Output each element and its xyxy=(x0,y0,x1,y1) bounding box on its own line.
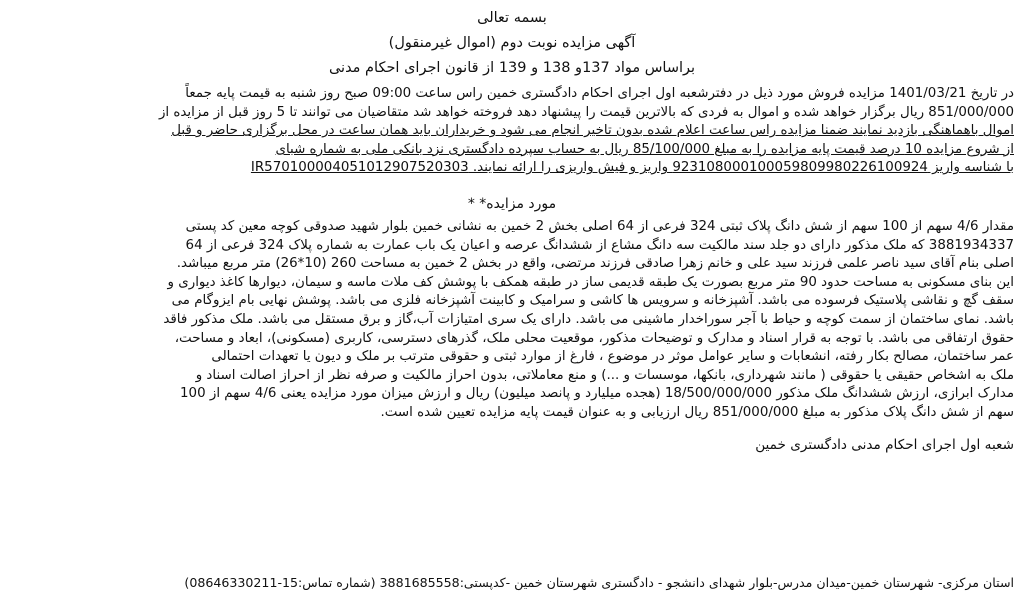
intro-line: از شروع مزایده 10 درصد قیمت پایه مزایده را به مبلغ 85/100/000 ریال به حساب سپرده دادگستری نزد بانکی ملی به شماره شبای xyxy=(275,141,1014,157)
description-line: باشد. نمای ساختمان از سمت کوچه و حیاط با آجر سوراخدار ماشینی می باشد. دارای یک سری امتیازات آب،گاز و برق مستقل می باشد. ملک مذکور فاقد xyxy=(163,311,1014,327)
description-line: این بنای مسکونی به مساحت حدود 90 متر مربع بصورت یک طبقه قدیمی ساز در طبقه همکف با پوشش کف ملات ماسه و سیمان، دیوارها کاغذ دیواری و xyxy=(167,274,1014,290)
auction-item-heading: مورد مزایده* * xyxy=(467,195,557,212)
property-description-paragraph xyxy=(10,218,1014,423)
legal-basis-subtitle: براساس مواد 137و 138 و 139 از قانون اجرای احکام مدنی xyxy=(328,60,696,76)
description-line: مقدار 4/6 سهم از 100 سهم از شش دانگ پلاک ثبتی 324 فرعی از 64 اصلی بخش 2 خمین به نشانی خمین بلوار شهید صدوقی کوچه معین کد پستی xyxy=(185,218,1014,234)
contact-footer: استان مرکزی- شهرستان خمین-میدان مدرس-بلوار شهدای دانشجو - دادگستری شهرستان خمین -کدپستی:3881685558 (شماره تماس:15-08646330211) xyxy=(184,575,1014,590)
description-line: عمر ساختمان، مصالح بکار رفته، انشعابات و سایر عوامل موثر در موضوع ، فارغ از موارد ثبتی و حقوقی مترتب بر ملک و دیون یا تعهدات احتمالی xyxy=(211,349,1014,365)
intro-line: اموال باهماهنگی بازدید نمایند ضمنا مزایده راس ساعت اعلام شده بدون تاخیر انجام می شود و خریداران باید همان ساعت در محل برگزاری حاضر و قبل xyxy=(171,123,1014,139)
description-line: اصلی بنام آقای سید ناصر علمی فرزند سید علی و خانم زهرا صادقی فرزند مرتضی، واقع در بخش 2 خمین به مساحت 260 (10*26) متر مربع میباشد. xyxy=(176,256,1014,272)
document-header xyxy=(10,6,1014,81)
auction-terms-paragraph xyxy=(10,85,1014,178)
description-line: ملک به اشخاص حقیقی یا حقوقی ( مانند شهرداری، بانکها، موسسات و ...) و منع معاملاتی، بدون احراز مالکیت و صرفه نظر از احراز اصالت اسناد و xyxy=(195,367,1014,383)
intro-line: در تاریخ 1401/03/21 مزایده فروش مورد ذیل در دفترشعبه اول اجرای احکام دادگستری خمین راس ساعت 09:00 صبح روز شنبه به قیمت پایه جمعاً xyxy=(185,86,1014,101)
intro-line: 851/000/000 ریال برگزار خواهد شده و اموال به فردی که بالاترین قیمت را پیشنهاد دهد فروخته خواهد شد متقاضیان می توانند تا 5 روز قبل از مزایده از xyxy=(158,104,1014,120)
bismillah-line: بسمه تعالی xyxy=(477,10,547,26)
description-line: سهم از شش دانگ پلاک مذکور به مبلغ 851/000/000 ریال ارزیابی و به عنوان قیمت پایه مزایده تعیین شده است. xyxy=(380,404,1014,420)
intro-line: با شناسه واریز 923108000100059809980226100924 واریز و فیش واریزی را ارائه نمایند. IR570100004051012907520303 xyxy=(250,160,1014,176)
issuer-signature: شعبه اول اجرای احکام مدنی دادگستری خمین xyxy=(755,436,1014,453)
notice-title: آگهی مزایده نوبت دوم (اموال غیرمنقول) xyxy=(388,35,636,51)
description-line: سقف گچ و نقاشی پلاستیک فرسوده می باشد. آشپزخانه و سرویس ها کاشی و سرامیک و کابینت آشپزخانه فلزی می باشد. پوشش نهایی بام ایزوگام می xyxy=(171,293,1014,309)
description-line: مدارک ابرازی، ارزش ششدانگ ملک مذکور 18/500/000/000 (هجده میلیارد و پانصد میلیون) ریال و ارزش میزان مورد مزایده یعنی 4/6 سهم از 100 xyxy=(180,386,1014,402)
description-line: حقوق ارتفاقی می باشد. با توجه به قرار اسناد و مدارک و توضیحات مذکور، موقعیت محلی ملک، گذرهای دسترسی، کاربری (مسکونی)، ابعاد و مساحت، xyxy=(174,330,1014,346)
description-line: 3881934337 که ملک مذکور دارای دو جلد سند مالکیت سه دانگ مشاع از ششدانگ عرصه و اعیان یک باب عمارت به شماره پلاک 324 فرعی از 64 xyxy=(185,237,1014,253)
